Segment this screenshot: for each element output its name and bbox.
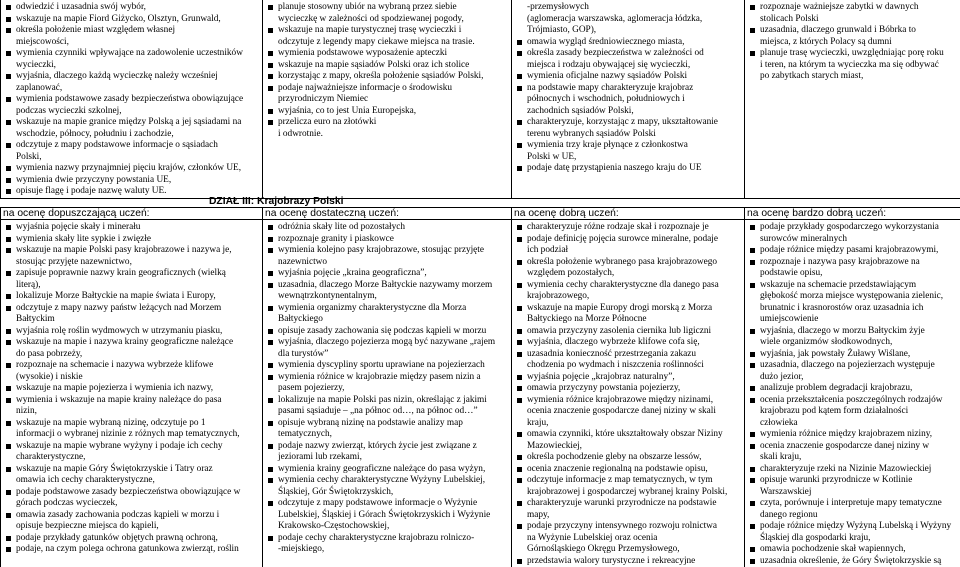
- bullet-item: ocenia znaczenie regionalną na podstawie opisu,: [527, 464, 744, 476]
- bullet-item: określa zasady bezpieczeństwa w zależności od: [527, 48, 744, 60]
- upper-column-3: [512, 0, 745, 198]
- bullet-item: wymienia cechy charakterystyczne dla danego pasa: [527, 280, 744, 292]
- bullet-item: określa położenie wybranego pasa krajobrazowego: [527, 257, 744, 269]
- bullet-item: wskazuje na mapie wybrane wyżyny i podaje ich cechy: [16, 441, 262, 453]
- bullet-item: opisuje zasady zachowania się podczas kąpieli w morzu: [278, 326, 511, 338]
- bullet-item-continuation: przyrodniczym Niemiec: [278, 94, 511, 106]
- bullet-item-continuation: zaplanować,: [16, 83, 262, 95]
- bullet-item: wymienia podstawowe wyposażenie apteczki: [278, 48, 511, 60]
- bullet-item: uzasadnia określenie, że Góry Świętokrzyskie są: [760, 556, 960, 567]
- bullet-item-continuation: informacji o wybranej nizinie z różnych map tematycznych,: [16, 429, 262, 441]
- bullet-item-continuation: (aglomeracja warszawska, aglomeracja łódzka,: [527, 14, 744, 26]
- bullet-item-continuation: miejsca i rodzaju obywającej się wycieczki,: [527, 60, 744, 72]
- bullet-item: określa położenie miast względem własnej: [16, 25, 262, 37]
- bullet-item: uzasadnia, dlaczego na pojezierzach występuje: [760, 360, 960, 372]
- bullet-item-continuation: mapy,: [527, 510, 744, 522]
- bullet-item-continuation: Lubelskiej, Śląskiej i Górach Świętokrzyskich i Wyżynie: [278, 510, 511, 522]
- bullet-item: wyjaśnia, jak powstały Żuławy Wiślane,: [760, 349, 960, 361]
- bullet-item-continuation: krajobrazowego,: [527, 291, 744, 303]
- bullet-item: lokalizuje Morze Bałtyckie na mapie świata i Europy,: [16, 291, 262, 303]
- bullet-item: wyjaśnia, co to jest Unia Europejska,: [278, 106, 511, 118]
- bullet-item: wymienia różnice w krajobrazie między pasem nizin a: [278, 372, 511, 384]
- bullet-item-continuation: stosując przyjęte nazewnictwo,: [16, 257, 262, 269]
- bullet-item: wskazuje na mapie Polski pasy krajobrazowe i nazywa je,: [16, 245, 262, 257]
- bullet-item: na podstawie mapy charakteryzuje krajobraz: [527, 83, 744, 95]
- bullet-item: planuje trasę wycieczki, uwzględniając porę roku: [760, 48, 960, 60]
- level-bardzo-dobra: na ocenę bardzo dobrą uczeń:: [745, 208, 960, 220]
- bullet-item-continuation: opisuje bezpieczne miejsca do kąpieli,: [16, 521, 262, 533]
- bullet-item: charakteryzuje warunki przyrodnicze na podstawie: [527, 498, 744, 510]
- bullet-item: rozpoznaje granity i piaskowce: [278, 234, 511, 246]
- bullet-item-continuation: -przemysłowych: [527, 2, 744, 14]
- level-dopuszczajaca: na ocenę dopuszczającą uczeń:: [1, 208, 263, 220]
- bullet-item-continuation: Bałtyckiego na Morze Północne: [527, 314, 744, 326]
- bullet-item-continuation: ocenia znaczenie gospodarcze danej niziny w skali: [527, 406, 744, 418]
- bullet-item: wyjaśnia pojęcie „kraina geograficzna”,: [278, 268, 511, 280]
- bullet-item-continuation: skali kraju,: [760, 452, 960, 464]
- bullet-item-continuation: Bałtyckim: [16, 314, 262, 326]
- bullet-item-continuation: dla turystów”: [278, 349, 511, 361]
- bullet-item: wskazuje na mapie pojezierza i wymienia ich nazwy,: [16, 383, 262, 395]
- bullet-item: wskazuje na mapie sąsiadów Polski oraz ich stolice: [278, 60, 511, 72]
- bullet-item: wyjaśnia pojęcie „krajobraz naturalny”,: [527, 372, 744, 384]
- upper-table: [0, 0, 960, 199]
- bullet-item: uzasadnia konieczność przestrzegania zakazu: [527, 349, 744, 361]
- bullet-item-continuation: wycieczkę w zależności od spodziewanej pogody,: [278, 14, 511, 26]
- bullet-item: wskazuje na mapie turystycznej trasę wycieczki i: [278, 25, 511, 37]
- bullet-item: wskazuje na mapie Fiord Giżycko, Olsztyn, Grunwald,: [16, 14, 262, 26]
- bullet-item: wyjaśnia, dlaczego w morzu Bałtyckim żyje: [760, 326, 960, 338]
- bullet-item: korzystając z mapy, określa położenie sąsiadów Polski,: [278, 71, 511, 83]
- bullet-item: opisuje warunki przyrodnicze w Kotlinie: [760, 475, 960, 487]
- bullet-item-continuation: do pasa pobrzeży,: [16, 349, 262, 361]
- bullet-item: czyta, porównuje i interpretuje mapy tematyczne: [760, 498, 960, 510]
- bullet-item: omawia pochodzenie skał wapiennych,: [760, 544, 960, 556]
- bullet-item-continuation: charakterystyczne,: [16, 452, 262, 464]
- bullet-item: wymienia oficjalne nazwy sąsiadów Polski: [527, 71, 744, 83]
- bullet-item-continuation: podstawie opisu,: [760, 268, 960, 280]
- bullet-item-continuation: Trójmiasto, GOP),: [527, 25, 744, 37]
- bullet-item-continuation: człowieka: [760, 418, 960, 430]
- bullet-item: podaje przykłady gatunków objętych prawną ochroną,: [16, 533, 262, 545]
- bullet-item: odczytuje z mapy podstawowe informacje o Wyżynie: [278, 498, 511, 510]
- bullet-item-continuation: miejscowości,: [16, 37, 262, 49]
- bullet-item-continuation: Polski w UE,: [527, 152, 744, 164]
- bullet-item: wymienia podstawowe zasady bezpieczeństwa obowiązujące: [16, 94, 262, 106]
- bullet-item-continuation: jeziorami lub rzekami,: [278, 452, 511, 464]
- bullet-item: wymienia trzy kraje płynące z członkostwa: [527, 140, 744, 152]
- bullet-item: wymienia czynniki wpływające na zadowolenie uczestników: [16, 48, 262, 60]
- bullet-item-continuation: północnych i wschodnich, południowych i: [527, 94, 744, 106]
- bullet-item: wyjaśnia rolę roślin wydmowych w utrzymaniu piasku,: [16, 326, 262, 338]
- grade-levels-header: [0, 207, 960, 220]
- bullet-item-continuation: odczytuje z legendy mapy ciekawe miejsca na trasie.: [278, 37, 511, 49]
- upper-column-2: [263, 0, 512, 198]
- bullet-item-continuation: wschodzie, północy, południu i zachodzie,: [16, 129, 262, 141]
- bullet-item-continuation: terenu wybranych sąsiadów Polski: [527, 129, 744, 141]
- bullet-item-continuation: brunatnic i krasnorostów oraz uzasadnia ich: [760, 303, 960, 315]
- bullet-item: omawia przyczyny zasolenia ciernika lub ligiczni: [527, 326, 744, 338]
- bullet-item-continuation: wiele organizmów słodkowodnych,: [760, 337, 960, 349]
- bullet-item: przelicza euro na złotówki: [278, 117, 511, 129]
- bullet-item: odczytuje z mapy nazwy państw leżących nad Morzem: [16, 303, 262, 315]
- bullet-item: analizuje problem degradacji krajobrazu,: [760, 383, 960, 395]
- bullet-item: podaje datę przystąpienia naszego kraju do UE: [527, 163, 744, 175]
- bullet-item: planuje stosowny ubiór na wybraną przez siebie: [278, 2, 511, 14]
- lower-column-2: [263, 220, 512, 567]
- bullet-item-continuation: krajobrazowej i gospodarczej wybranej krainy Polski,: [527, 487, 744, 499]
- bullet-item: omawia przyczyny powstania pojezierzy,: [527, 383, 744, 395]
- bullet-item: podaje, na czym polega ochrona gatunkowa zwierząt, roślin: [16, 544, 262, 556]
- bullet-item: omawia czynniki, które ukształtowały obszar Niziny: [527, 429, 744, 441]
- bullet-item: podaje różnice między pasami krajobrazowymi,: [760, 245, 960, 257]
- bullet-item-continuation: Śląskiej, Gór Świętokrzyskich,: [278, 487, 511, 499]
- bullet-item: wymienia cechy charakterystyczne Wyżyny Lubelskiej,: [278, 475, 511, 487]
- bullet-item: wymienia organizmy charakterystyczne dla Morza: [278, 303, 511, 315]
- bullet-item: odczytuje z mapy podstawowe informacje o sąsiadach: [16, 140, 262, 152]
- bullet-item-continuation: Śląskiej dla gospodarki kraju,: [760, 533, 960, 545]
- bullet-item-continuation: miejsca, z których Polacy są dumni: [760, 37, 960, 49]
- bullet-item: ocenia przekształcenia poszczególnych rodzajów: [760, 395, 960, 407]
- bullet-item-continuation: górach podczas wycieczek,: [16, 498, 262, 510]
- bullet-item: omawia zasady zachowania podczas kąpieli w morzu i: [16, 510, 262, 522]
- bullet-item-continuation: Polski,: [16, 152, 262, 164]
- lower-column-4: [745, 220, 960, 567]
- bullet-item-continuation: po zabytkach starych miast,: [760, 71, 960, 83]
- bullet-item: wyjaśnia, dlaczego wybrzeże klifowe cofa się,: [527, 337, 744, 349]
- bullet-item-continuation: i teren, na którym ta wycieczka ma się odbywać: [760, 60, 960, 72]
- bullet-item: rozpoznaje ważniejsze zabytki w dawnych: [760, 2, 960, 14]
- bullet-item-continuation: krajobrazu pod kątem form działalności: [760, 406, 960, 418]
- bullet-item: wymienia dyscypliny sportu uprawiane na pojezierzach: [278, 360, 511, 372]
- bullet-item-continuation: nazewnictwo: [278, 257, 511, 269]
- bullet-item-continuation: pasami sąsiaduje – „na północ od…, na północ od…”: [278, 406, 511, 418]
- lower-column-1: [1, 220, 263, 567]
- bullet-item-continuation: Krakowsko-Częstochowskiej,: [278, 521, 511, 533]
- bullet-item: wskazuje na mapie wybraną nizinę, odczytuje po 1: [16, 418, 262, 430]
- bullet-item-continuation: i odwrotnie.: [278, 129, 511, 141]
- bullet-item: wskazuje na mapie Góry Świętokrzyskie i Tatry oraz: [16, 464, 262, 476]
- bullet-item-continuation: Warszawskiej: [760, 487, 960, 499]
- bullet-item: charakteryzuje, korzystając z mapy, ukształtowanie: [527, 117, 744, 129]
- bullet-item: wymienia skały lite sypkie i zwięzłe: [16, 234, 262, 246]
- bullet-item: opisuje wybraną nizinę na podstawie analizy map: [278, 418, 511, 430]
- bullet-item: uzasadnia, dlaczego grunwald i Bóbrka to: [760, 25, 960, 37]
- bullet-item-continuation: umiejscowienie: [760, 314, 960, 326]
- bullet-item: ocenia znaczenie gospodarcze danej niziny w: [760, 441, 960, 453]
- level-dostateczna: na ocenę dostateczną uczeń:: [263, 208, 512, 220]
- bullet-item: charakteryzuje różne rodzaje skał i rozpoznaje je: [527, 222, 744, 234]
- bullet-item: wymienia różnice między krajobrazem niziny,: [760, 429, 960, 441]
- level-dobra: na ocenę dobrą uczeń:: [512, 208, 745, 220]
- lower-column-3: [512, 220, 745, 567]
- bullet-item: wyjaśnia pojęcie skały i minerału: [16, 222, 262, 234]
- bullet-item-continuation: tematycznych,: [278, 429, 511, 441]
- bullet-item-continuation: wycieczki,: [16, 60, 262, 72]
- upper-column-4: [745, 0, 960, 198]
- bullet-item: charakteryzuje rzeki na Nizinie Mazowieckiej: [760, 464, 960, 476]
- bullet-item-continuation: stolicach Polski: [760, 14, 960, 26]
- section-title: DZIAŁ III: Krajobrazy Polski: [0, 196, 960, 207]
- bullet-item-continuation: kraju,: [527, 418, 744, 430]
- bullet-item: wyjaśnia, dlaczego każdą wycieczkę należy wcześniej: [16, 71, 262, 83]
- bullet-item-continuation: literą),: [16, 280, 262, 292]
- bullet-item-continuation: danego regionu: [760, 510, 960, 522]
- bullet-item: odróżnia skały lite od pozostałych: [278, 222, 511, 234]
- bullet-item-continuation: nizin,: [16, 406, 262, 418]
- bullet-item: rozpoznaje na schemacie i nazywa wybrzeże klifowe: [16, 360, 262, 372]
- bullet-item: podaje przykłady gospodarczego wykorzystania: [760, 222, 960, 234]
- section-header: [0, 196, 960, 207]
- bullet-item: zapisuje poprawnie nazwy krain geograficznych (wielką: [16, 268, 262, 280]
- bullet-item: odwiedzić i uzasadnia swój wybór,: [16, 2, 262, 14]
- bullet-item-continuation: podczas wycieczki szkolnej,: [16, 106, 262, 118]
- bullet-item: wskazuje na mapie granice między Polską a jej sąsiadami na: [16, 117, 262, 129]
- bullet-item: podaje przyczyny intensywnego rozwoju rolnictwa: [527, 521, 744, 533]
- bullet-item: podaje cechy charakterystyczne krajobrazu rolniczo-: [278, 533, 511, 545]
- bullet-item-continuation: -miejskiego,: [278, 544, 511, 556]
- bullet-item-continuation: na Wyżynie Lubelskiej oraz ocenia: [527, 533, 744, 545]
- bullet-item: lokalizuje na mapie Polski pas nizin, określając z jakimi: [278, 395, 511, 407]
- bullet-item: wyjaśnia, dlaczego pojezierza mogą być nazywane „rajem: [278, 337, 511, 349]
- bullet-item-continuation: surowców mineralnych: [760, 234, 960, 246]
- bullet-item: wymienia różnice krajobrazowe między nizinami,: [527, 395, 744, 407]
- bullet-item-continuation: pasem pojezierzy,: [278, 383, 511, 395]
- bullet-item: podaje podstawowe zasady bezpieczeństwa obowiązujące w: [16, 487, 262, 499]
- upper-column-1: [1, 0, 263, 198]
- bullet-item: wskazuje na mapie i nazywa krainy geograficzne należące: [16, 337, 262, 349]
- bullet-item: rozpoznaje i nazywa pasy krajobrazowe na: [760, 257, 960, 269]
- bullet-item-continuation: zachodnich sąsiadów Polski,: [527, 106, 744, 118]
- bullet-item: wymienia kolejno pasy krajobrazowe, stosując przyjęte: [278, 245, 511, 257]
- bullet-item: omawia wygląd średniowiecznego miasta,: [527, 37, 744, 49]
- bullet-item: wskazuje na mapie Europy drogi morską z Morza: [527, 303, 744, 315]
- bullet-item-continuation: ich podział: [527, 245, 744, 257]
- bullet-item: wymienia krainy geograficzne należące do pasa wyżyn,: [278, 464, 511, 476]
- bullet-item-continuation: dużo jezior,: [760, 372, 960, 384]
- bullet-item: wymienia nazwy przynajmniej pięciu krajów, członków UE,: [16, 163, 262, 175]
- lower-table: [0, 220, 960, 567]
- bullet-item: uzasadnia, dlaczego Morze Bałtyckie nazywamy morzem: [278, 280, 511, 292]
- bullet-item: wymienia dwie przyczyny powstania UE,: [16, 175, 262, 187]
- bullet-item-continuation: wewnątrzkontynentalnym,: [278, 291, 511, 303]
- bullet-item-continuation: omawia ich cechy charakterystyczne,: [16, 475, 262, 487]
- bullet-item: wymienia i wskazuje na mapie krainy należące do pasa: [16, 395, 262, 407]
- bullet-item-continuation: chodzenia po wydmach i niszczenia roślinności: [527, 360, 744, 372]
- bullet-item: wskazuje na schemacie przedstawiającym: [760, 280, 960, 292]
- bullet-item-continuation: Górnośląskiego Okręgu Przemysłowego,: [527, 544, 744, 556]
- bullet-item: przedstawia walory turystyczne i rekreacyjne: [527, 556, 744, 567]
- bullet-item-continuation: Mazowieckiej,: [527, 441, 744, 453]
- bullet-item: określa pochodzenie gleby na obszarze lessów,: [527, 452, 744, 464]
- bullet-item: podaje najważniejsze informacje o środowisku: [278, 83, 511, 95]
- bullet-item: opisuje flagę i podaje nazwę waluty UE.: [16, 186, 262, 198]
- bullet-item: podaje definicję pojęcia surowce mineralne, podaje: [527, 234, 744, 246]
- bullet-item-continuation: względem pozostałych,: [527, 268, 744, 280]
- bullet-item-continuation: Bałtyckiego: [278, 314, 511, 326]
- bullet-item-continuation: (wysokie) i niskie: [16, 372, 262, 384]
- bullet-item: podaje nazwy zwierząt, których życie jest związane z: [278, 441, 511, 453]
- bullet-item: podaje różnice między Wyżyną Lubelską i Wyżyny: [760, 521, 960, 533]
- bullet-item: odczytuje informacje z map tematycznych, w tym: [527, 475, 744, 487]
- bullet-item-continuation: głębokość morza miejsce występowania zielenic,: [760, 291, 960, 303]
